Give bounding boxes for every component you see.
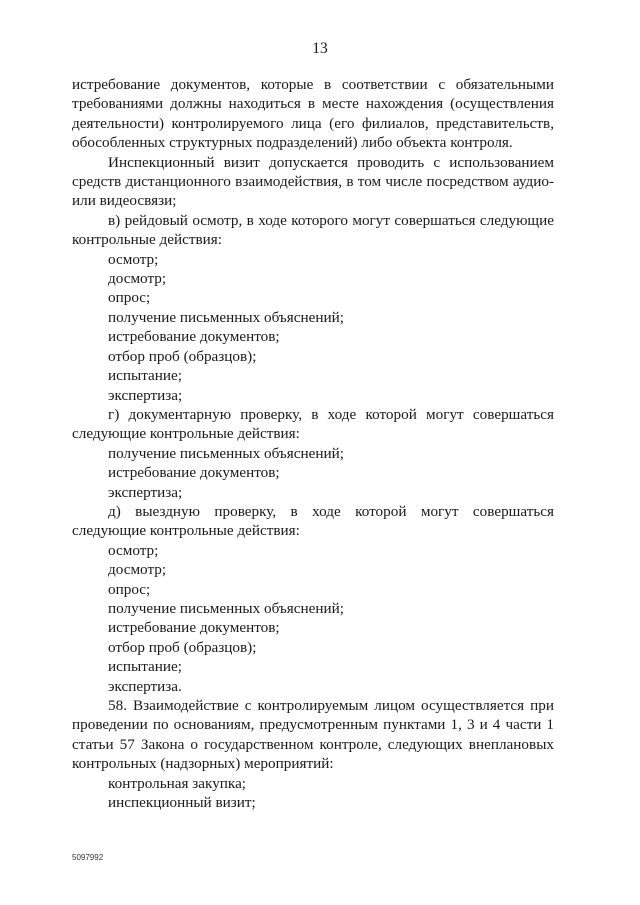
- text-line: деятельности) контролируемого лица (его филиалов, представительств,: [72, 114, 554, 132]
- text-line: Инспекционный визит допускается проводить с использованием: [108, 153, 554, 171]
- list-item: осмотр;: [108, 541, 159, 559]
- text-line: д) выездную проверку, в ходе которой могут совершаться: [108, 502, 554, 520]
- text-line: или видеосвязи;: [72, 192, 177, 210]
- page-number: 13: [312, 40, 328, 57]
- list-item: осмотр;: [108, 250, 159, 268]
- text-line: следующие контрольные действия:: [72, 522, 300, 540]
- list-field-actions: [72, 541, 554, 696]
- list-item: контрольная закупка;: [108, 774, 247, 792]
- list-item: истребование документов;: [108, 619, 280, 637]
- list-item: истребование документов;: [108, 328, 280, 346]
- text-line: требованиями должны находиться в месте нахождения (осуществления: [72, 95, 554, 113]
- document-id: 5097992: [72, 853, 104, 862]
- paragraph-inspection-visit: [72, 153, 554, 211]
- list-item: отбор проб (образцов);: [108, 638, 257, 656]
- text-line: проведении по основаниям, предусмотренным пунктами 1, 3 и 4 части 1: [72, 716, 554, 734]
- list-raid-actions: [72, 250, 554, 405]
- text-line: в) рейдовый осмотр, в ходе которого могут совершаться следующие: [108, 211, 554, 229]
- list-item: испытание;: [108, 367, 182, 385]
- text-line: статьи 57 Закона о государственном контроле, следующих внеплановых: [72, 735, 554, 753]
- text-line: г) документарную проверку, в ходе которой могут совершаться: [108, 405, 554, 423]
- list-item: досмотр;: [108, 561, 167, 579]
- paragraph-58: [72, 696, 554, 774]
- list-item: опрос;: [108, 289, 151, 307]
- list-item: досмотр;: [108, 270, 167, 288]
- list-item: экспертиза;: [108, 483, 183, 501]
- paragraph-raid-inspection: [72, 211, 554, 250]
- list-documentary-actions: [72, 444, 554, 502]
- document-body: [72, 75, 554, 812]
- list-item: истребование документов;: [108, 464, 280, 482]
- text-line: 58. Взаимодействие с контролируемым лицом осуществляется при: [108, 697, 554, 714]
- text-line: контрольные действия:: [72, 231, 222, 249]
- list-58-events: [72, 774, 554, 813]
- list-item: получение письменных объяснений;: [108, 444, 344, 462]
- paragraph-document-request: [72, 75, 554, 153]
- list-item: получение письменных объяснений;: [108, 308, 344, 326]
- list-item: инспекционный визит;: [108, 794, 256, 812]
- text-line: истребование документов, которые в соответствии с обязательными: [72, 76, 554, 93]
- paragraph-documentary-check: [72, 405, 554, 444]
- list-item: экспертиза.: [108, 677, 182, 695]
- list-item: испытание;: [108, 658, 182, 676]
- list-item: экспертиза;: [108, 386, 183, 404]
- text-line: следующие контрольные действия:: [72, 425, 300, 443]
- paragraph-field-check: [72, 502, 554, 541]
- text-line: средств дистанционного взаимодействия, в том числе посредством аудио-: [72, 173, 554, 191]
- list-item: отбор проб (образцов);: [108, 347, 257, 365]
- list-item: получение письменных объяснений;: [108, 599, 344, 617]
- list-item: опрос;: [108, 580, 151, 598]
- text-line: обособленных структурных подразделений) либо объекта контроля.: [72, 134, 513, 152]
- text-line: контрольных (надзорных) мероприятий:: [72, 755, 334, 773]
